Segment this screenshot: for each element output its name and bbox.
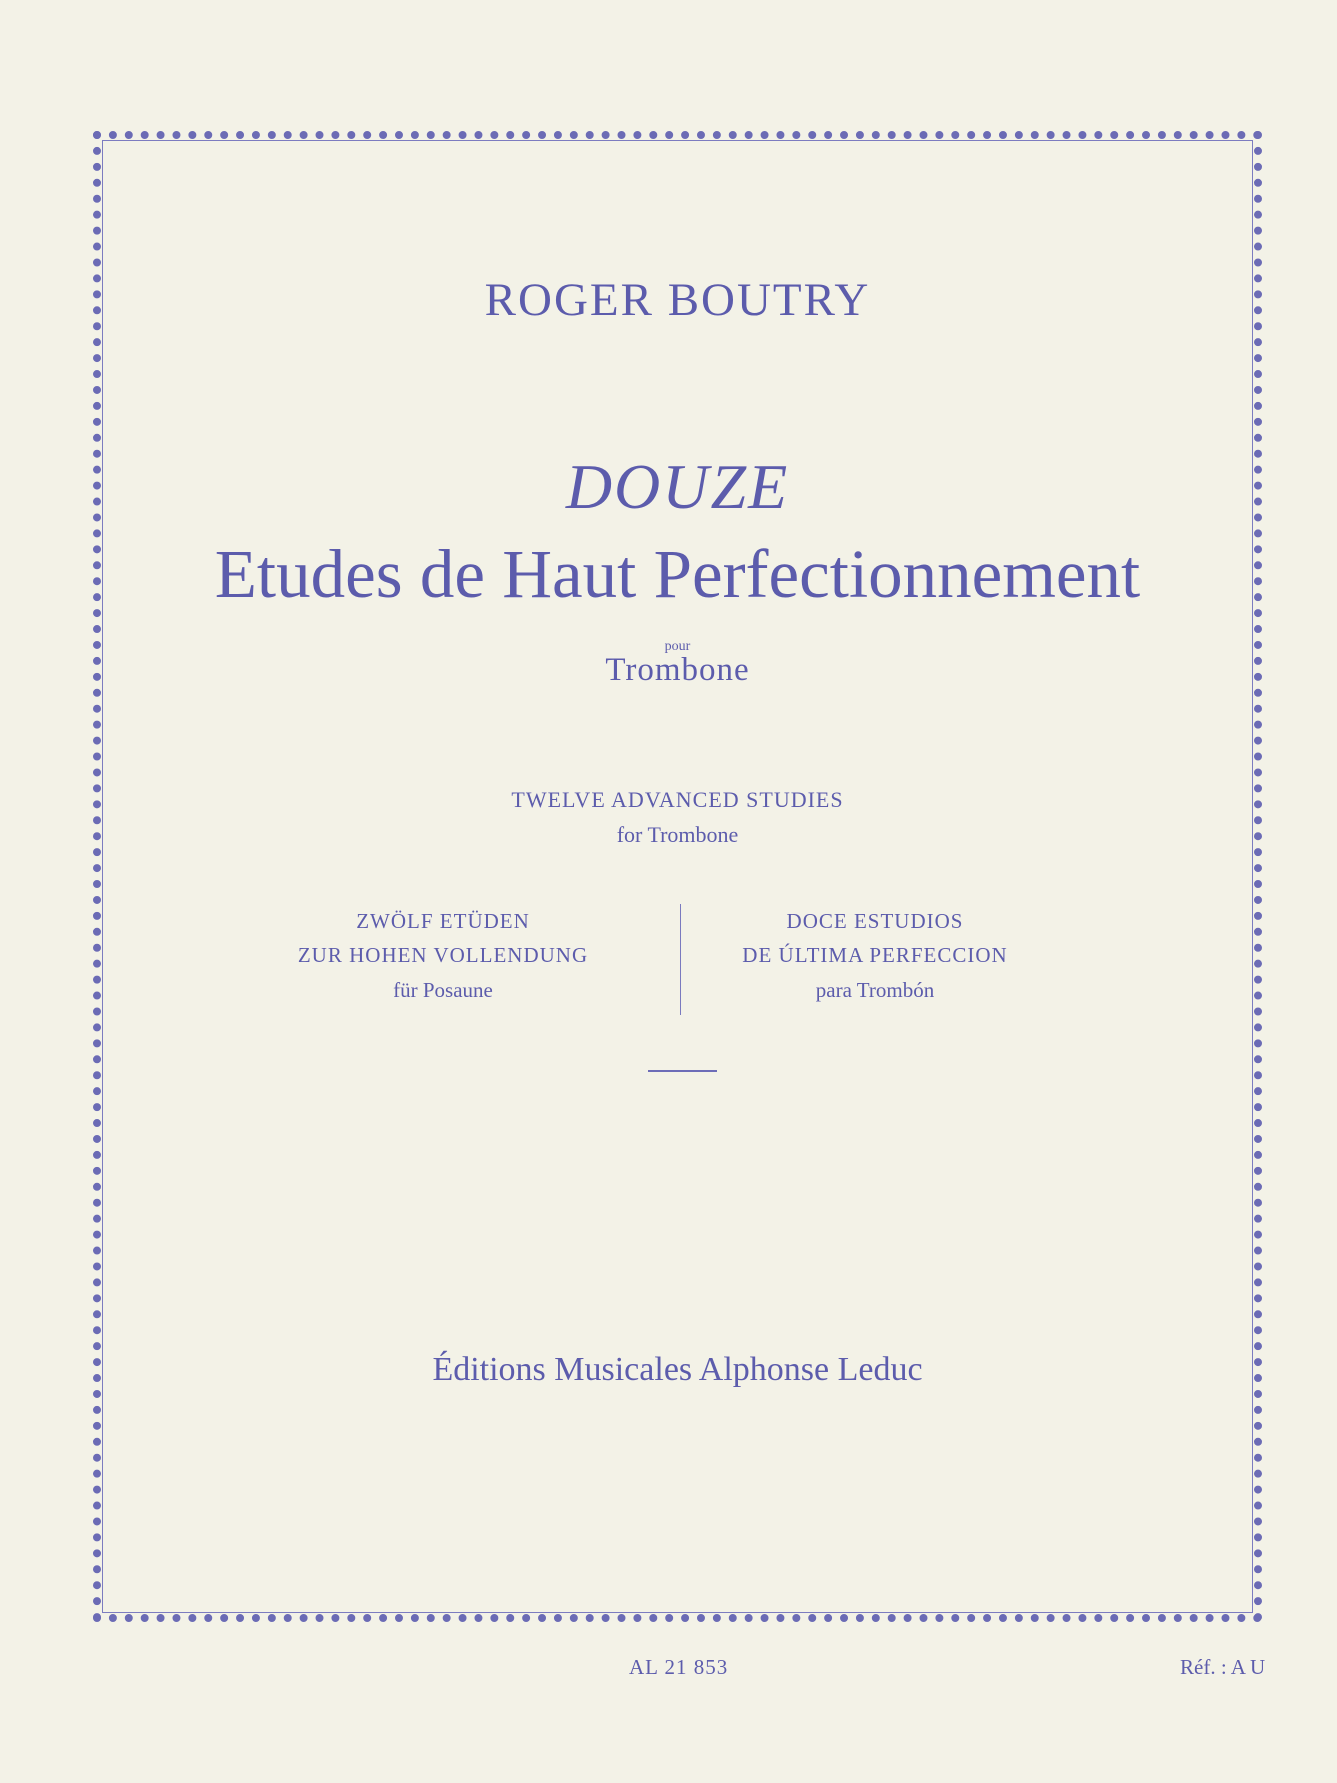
spanish-title-block [665, 904, 1085, 1008]
composer-name: ROGER BOUTRY [484, 274, 871, 326]
title-word: DOUZE [565, 451, 790, 522]
spanish-title-line-1: DOCE ESTUDIOS [786, 909, 964, 933]
german-title-line-2: ZUR HOHEN VOLLENDUNG [297, 943, 589, 967]
german-title-line-1: ZWÖLF ETÜDEN [356, 909, 530, 933]
instrument-name: Trombone [605, 652, 750, 688]
publisher-name: Éditions Musicales Alphonse Leduc [432, 1351, 923, 1388]
inner-border-line [102, 140, 1253, 1613]
english-subtitle: for Trombone [616, 822, 739, 847]
main-title: Etudes de Haut Perfectionnement [214, 536, 1141, 612]
spanish-subtitle: para Trombón [815, 978, 935, 1002]
reference-code: Réf. : A U [1180, 1655, 1266, 1679]
english-title: TWELVE ADVANCED STUDIES [511, 787, 844, 812]
separator-rule [648, 1070, 717, 1072]
spanish-title-line-2: DE ÚLTIMA PERFECCION [742, 943, 1008, 967]
pour-label: pour [664, 639, 691, 654]
decorative-border-frame [93, 131, 1262, 1622]
german-title-block [233, 904, 653, 1008]
german-subtitle: für Posaune [393, 978, 493, 1002]
catalog-number: AL 21 853 [629, 1655, 729, 1679]
